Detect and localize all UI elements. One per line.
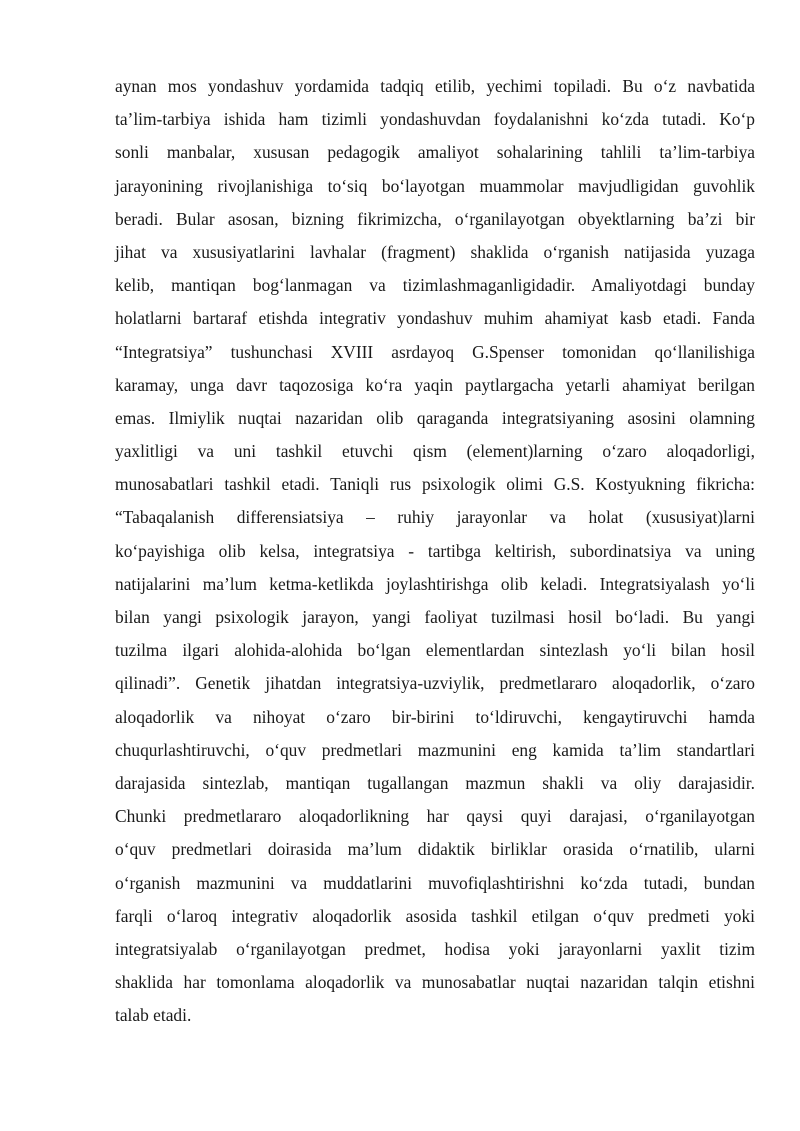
text-line: integratsiyalab o‘rganilayotgan predmet, hodisa yoki jarayonlarni yaxlit tizim <box>115 938 755 959</box>
text-line: yaxlitligi va uni tashkil etuvchi qism (element)larning o‘zaro aloqadorligi, <box>115 441 755 462</box>
text-line: kelib, mantiqan bog‘lanmagan va tizimlashmaganligidadir. Amaliyotdagi bunday <box>115 275 755 296</box>
text-line: farqli o‘laroq integrativ aloqadorlik asosida tashkil etilgan o‘quv predmeti yoki <box>115 905 755 926</box>
text-line: ta’lim-tarbiya ishida ham tizimli yondashuvdan foydalanishni ko‘zda tutadi. Ko‘p <box>115 109 755 130</box>
text-line: o‘rganish mazmunini va muddatlarini muvofiqlashtirishni ko‘zda tutadi, bundan <box>115 872 755 893</box>
text-line: qilinadi”. Genetik jihatdan integratsiya-uzviylik, predmetlararo aloqadorlik, o‘zaro <box>115 673 755 694</box>
text-line: natijalarini ma’lum ketma-ketlikda joylashtirishga olib keladi. Integratsiyalash yo‘li <box>115 573 755 594</box>
body-paragraph <box>115 70 755 1032</box>
text-line: aloqadorlik va nihoyat o‘zaro bir-birini to‘ldiruvchi, kengaytiruvchi hamda <box>115 706 755 727</box>
text-line: sonli manbalar, xususan pedagogik amaliyot sohalarining tahlili ta’lim-tarbiya <box>115 142 755 163</box>
text-line: “Tabaqalanish differensiatsiya – ruhiy jarayonlar va holat (xususiyat)larni <box>115 507 755 528</box>
text-line: chuqurlashtiruvchi, o‘quv predmetlari mazmunini eng kamida ta’lim standartlari <box>115 739 755 760</box>
text-line: shaklida har tomonlama aloqadorlik va munosabatlar nuqtai nazaridan talqin etishni <box>115 972 755 993</box>
text-line: emas. Ilmiylik nuqtai nazaridan olib qaraganda integratsiyaning asosini olamning <box>115 407 755 428</box>
text-line: munosabatlari tashkil etadi. Taniqli rus psixologik olimi G.S. Kostyukning fikricha: <box>115 474 755 495</box>
text-line: Chunki predmetlararo aloqadorlikning har qaysi quyi darajasi, o‘rganilayotgan <box>115 806 755 827</box>
text-line: holatlarni bartaraf etishda integrativ yondashuv muhim ahamiyat kasb etadi. Fanda <box>115 308 755 329</box>
text-line: aynan mos yondashuv yordamida tadqiq etilib, yechimi topiladi. Bu o‘z navbatida <box>115 76 755 96</box>
text-line: beradi. Bular asosan, bizning fikrimizcha, o‘rganilayotgan obyektlarning ba’zi bir <box>115 208 755 229</box>
text-line: darajasida sintezlab, mantiqan tugallangan mazmun shakli va oliy darajasidir. <box>115 772 755 793</box>
text-line: talab etadi. <box>115 1005 192 1026</box>
text-line: ko‘payishiga olib kelsa, integratsiya - tartibga keltirish, subordinatsiya va uning <box>115 540 755 561</box>
text-line: karamay, unga davr taqozosiga ko‘ra yaqin paytlargacha yetarli ahamiyat berilgan <box>115 374 755 395</box>
text-line: tuzilma ilgari alohida-alohida bo‘lgan elementlardan sintezlash yo‘li bilan hosil <box>115 640 755 661</box>
text-line: bilan yangi psixologik jarayon, yangi faoliyat tuzilmasi hosil bo‘ladi. Bu yangi <box>115 607 755 627</box>
text-line: jihat va xususiyatlarini lavhalar (fragment) shaklida o‘rganish natijasida yuzaga <box>115 241 755 262</box>
text-line: jarayonining rivojlanishiga to‘siq bo‘layotgan muammolar mavjudligidan guvohlik <box>115 175 755 196</box>
text-line: “Integratsiya” tushunchasi XVIII asrdayoq G.Spenser tomonidan qo‘llanilishiga <box>115 341 755 362</box>
text-line: o‘quv predmetlari doirasida ma’lum didaktik birliklar orasida o‘rnatilib, ularni <box>115 839 755 860</box>
